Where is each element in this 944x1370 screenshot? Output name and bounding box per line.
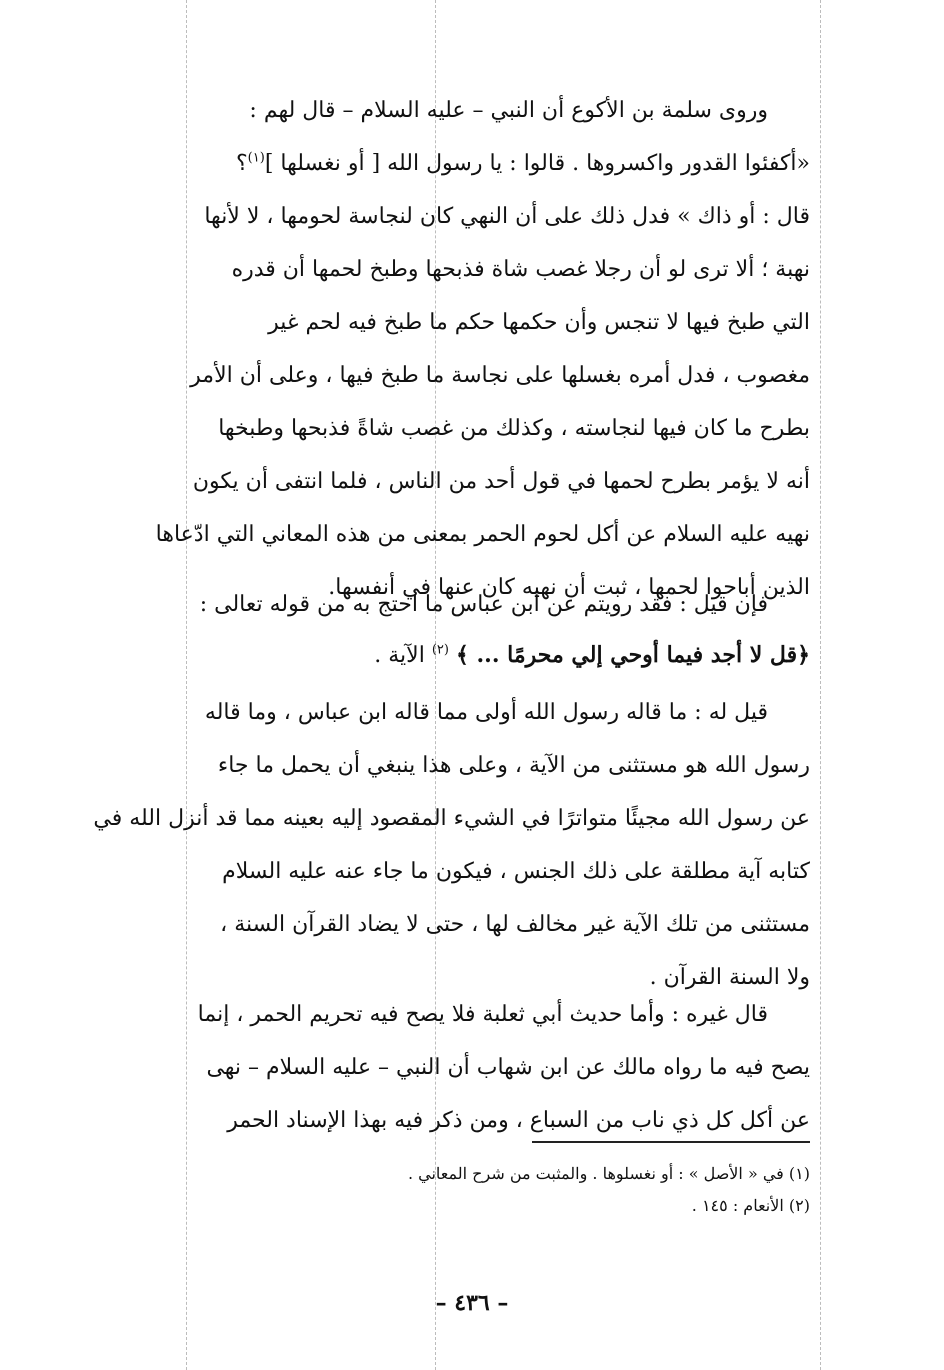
paragraph-reply — [93, 686, 810, 1004]
quran-verse: ﴿قل لا أجد فيما أوحي إلي محرمًا ... ﴾ — [455, 642, 810, 668]
text-line: فإن قيل : فقد رويتم عن ابن عباس ما احتج به من قوله تعالى : — [199, 592, 768, 617]
text-line: كتابه آية مطلقة على ذلك الجنس ، فيكون ما جاء عنه عليه السلام — [222, 859, 810, 884]
text-line: قيل له : ما قاله رسول الله أولى مما قاله ابن عباس ، وما قاله — [204, 700, 768, 725]
text-line: التي طبخ فيها لا تنجس وأن حكمها حكم ما طبخ فيه لحم غير — [268, 310, 810, 335]
footnote-ref-1: (١) — [247, 150, 265, 166]
text-line: ولا السنة القرآن . — [649, 965, 810, 990]
text-line: ﴿قل لا أجد فيما أوحي إلي محرمًا ... ﴾ $^{(٢)}$ الآية . — [374, 642, 810, 668]
paragraph-ibn-abbas — [116, 580, 810, 681]
footnotes — [116, 1158, 810, 1222]
footnote-2: (٢) الأنعام : ١٤٥ . — [691, 1196, 810, 1215]
text-line: مغصوب ، فدل أمره بغسلها على نجاسة ما طبخ فيها ، وعلى أن الأمر — [190, 363, 810, 388]
text-line: وروى سلمة بن الأكوع أن النبي – عليه السلام – قال لهم : — [249, 98, 768, 123]
text-line: يصح فيه ما رواه مالك عن ابن شهاب أن النبي – عليه السلام – نهى — [206, 1055, 810, 1080]
text-line: بطرح ما كان فيها لنجاسته ، وكذلك من غصب شاةً فذبحها وطبخها — [218, 416, 810, 441]
footnote-1: (١) في « الأصل » : أو نغسلوها . والمثبت من شرح المعاني . — [407, 1164, 810, 1183]
text-line: مستثنى من تلك الآية غير مخالف لها ، حتى لا يضاد القرآن السنة ، — [220, 912, 810, 937]
text-line: أنه لا يؤمر بطرح لحمها في قول أحد من الناس ، فلما انتفى أن يكون — [192, 469, 810, 494]
text-line: الذين أباحوا لحمها ، ثبت أن نهيه كان عنها في أنفسها. — [328, 575, 810, 600]
text-line: قال : أو ذاك » فدل ذلك على أن النهي كان لنجاسة لحومها ، لا لأنها — [204, 204, 810, 229]
footnote-ref-2: (٢) — [431, 642, 449, 658]
paragraph-abi-thalaba — [116, 988, 810, 1147]
text-line: نهبة ؛ ألا ترى لو أن رجلا غصب شاة فذبحها وطبخ لحمها أن قدره — [231, 257, 810, 282]
text-line: عن رسول الله مجيئًا متواترًا في الشيء المقصود إليه بعينه مما قد أنزل الله في — [93, 806, 810, 831]
text-line: رسول الله هو مستثنى من الآية ، وعلى هذا ينبغي أن يحمل ما جاء — [217, 753, 810, 778]
footnote-divider — [532, 1141, 810, 1143]
paragraph-salama — [116, 84, 810, 614]
text-line: نهيه عليه السلام عن أكل لحوم الحمر بمعنى من هذه المعاني التي ادّعاها — [155, 522, 810, 547]
page-number: – ٤٣٦ – — [435, 1290, 509, 1316]
text-line: «أكفئوا القدور واكسروها . قالوا : يا رسول الله [ أو نغسلها ]$^{(١)}$؟ — [235, 150, 810, 176]
text-line: عن أكل كل ذي ناب من السباع ، ومن ذكر فيه بهذا الإسناد الحمر — [227, 1108, 810, 1133]
text-line: قال غيره : وأما حديث أبي ثعلبة فلا يصح فيه تحريم الحمر ، إنما — [197, 1002, 768, 1027]
fold-line-right — [820, 0, 821, 1370]
